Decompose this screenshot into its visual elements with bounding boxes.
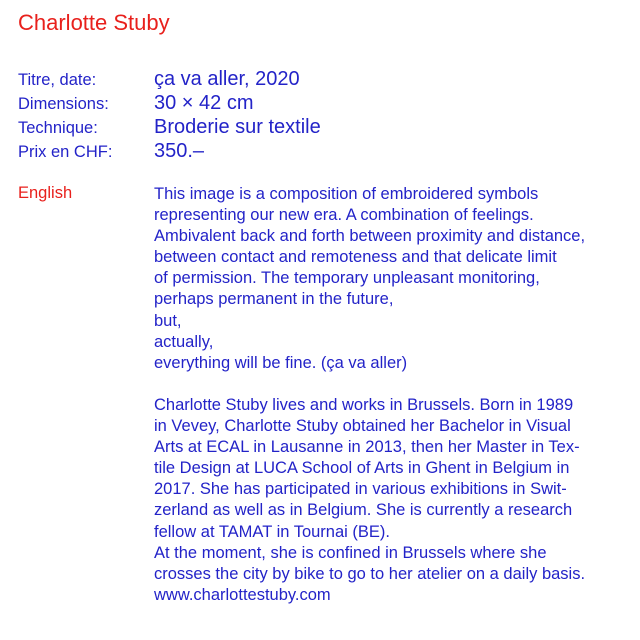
bio-line: 2017. She has participated in various exhibitions in Swit- [154,480,567,499]
bio-line: Charlotte Stuby lives and works in Brussels. Born in 1989 [154,395,574,414]
detail-label: Technique: [18,119,98,137]
detail-value: 30 × 42 cm [154,92,254,114]
bio-line: At the moment, she is confined in Brussels where she [154,543,547,562]
bio-line: zerland as well as in Belgium. She is currently a research [154,501,573,520]
description-line: of permission. The temporary unpleasant monitoring, [154,269,540,288]
bio-line: crosses the city by bike to go to her atelier on a daily basis. [154,564,586,583]
bio-line: fellow at TAMAT in Tournai (BE). [154,522,390,541]
bio-line: tile Design at LUCA School of Arts in Ghent in Belgium in [154,459,570,478]
description-line: representing our new era. A combination of feelings. [154,206,534,225]
detail-label: Prix en CHF: [18,143,113,161]
bio-line: Arts at ECAL in Lausanne in 2013, then her Master in Tex- [154,438,580,457]
description-text [154,184,632,606]
paragraph-gap [154,374,632,395]
language-label: English [18,184,73,202]
detail-label: Titre, date: [18,71,97,89]
description-line: everything will be fine. (ça va aller) [154,353,408,372]
bio-line: in Vevey, Charlotte Stuby obtained her Bachelor in Visual [154,417,571,436]
description-line: This image is a composition of embroidered symbols [154,185,539,203]
detail-value: Broderie sur textile [154,116,321,138]
detail-value: 350.– [154,140,205,162]
detail-row-title [18,68,628,92]
artwork-details [18,68,628,164]
artist-name: Charlotte Stuby [18,10,170,35]
website-link[interactable]: www.charlottestuby.com [154,585,331,604]
description-line: but, [154,311,182,330]
detail-row-dimensions [18,92,628,116]
detail-row-technique [18,116,628,140]
description-line: Ambivalent back and forth between proximity and distance, [154,227,586,246]
detail-label: Dimensions: [18,95,109,113]
description-line: between contact and remoteness and that delicate limit [154,248,557,267]
description-line: actually, [154,332,214,351]
detail-value: ça va aller, 2020 [154,68,300,90]
description-line: perhaps permanent in the future, [154,290,394,309]
detail-row-price [18,140,628,164]
